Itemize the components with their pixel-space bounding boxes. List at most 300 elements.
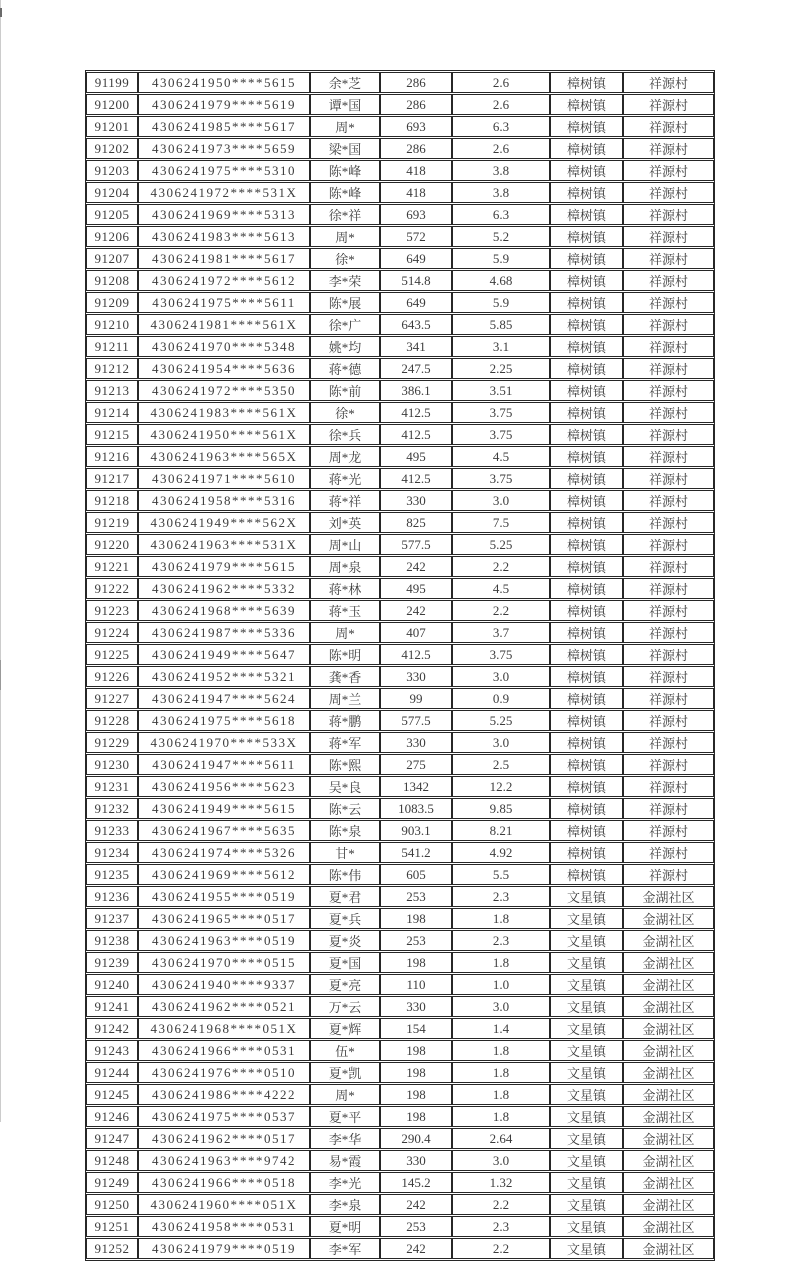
cell-amount: 386.1 — [380, 380, 452, 401]
cell-id-number: 4306241968****5639 — [138, 600, 310, 621]
cell-village: 祥源村 — [623, 534, 714, 555]
table-row — [86, 974, 714, 995]
cell-town: 樟树镇 — [550, 248, 623, 269]
cell-id-number: 4306241975****5618 — [138, 710, 310, 731]
cell-serial-number: 91248 — [86, 1150, 138, 1171]
cell-rate: 5.2 — [452, 226, 550, 247]
cell-name: 陈*峰 — [310, 182, 380, 203]
table-row — [86, 578, 714, 599]
cell-amount: 341 — [380, 336, 452, 357]
cell-village: 金湖社区 — [623, 952, 714, 973]
cell-serial-number: 91229 — [86, 732, 138, 753]
cell-name: 余*芝 — [310, 72, 380, 93]
cell-village: 祥源村 — [623, 842, 714, 863]
cell-village: 祥源村 — [623, 710, 714, 731]
cell-serial-number: 91247 — [86, 1128, 138, 1149]
cell-village: 祥源村 — [623, 138, 714, 159]
cell-town: 樟树镇 — [550, 512, 623, 533]
table-row — [86, 1040, 714, 1061]
cell-amount: 577.5 — [380, 710, 452, 731]
cell-town: 樟树镇 — [550, 72, 623, 93]
cell-amount: 649 — [380, 292, 452, 313]
cell-name: 周*山 — [310, 534, 380, 555]
cell-name: 徐*祥 — [310, 204, 380, 225]
cell-town: 樟树镇 — [550, 94, 623, 115]
cell-name: 周*龙 — [310, 446, 380, 467]
cell-id-number: 4306241985****5617 — [138, 116, 310, 137]
cell-id-number: 4306241970****5348 — [138, 336, 310, 357]
cell-amount: 330 — [380, 666, 452, 687]
cell-town: 文星镇 — [550, 1216, 623, 1237]
cell-serial-number: 91235 — [86, 864, 138, 885]
table-row — [86, 1106, 714, 1127]
cell-amount: 198 — [380, 1084, 452, 1105]
table-row — [86, 776, 714, 797]
cell-id-number: 4306241971****5610 — [138, 468, 310, 489]
table-row — [86, 842, 714, 863]
cell-village: 金湖社区 — [623, 1084, 714, 1105]
cell-serial-number: 91209 — [86, 292, 138, 313]
cell-amount: 577.5 — [380, 534, 452, 555]
cell-amount: 330 — [380, 490, 452, 511]
cell-name: 夏*国 — [310, 952, 380, 973]
cell-town: 文星镇 — [550, 1018, 623, 1039]
cell-name: 谭*国 — [310, 94, 380, 115]
cell-name: 周*泉 — [310, 556, 380, 577]
cell-town: 文星镇 — [550, 1194, 623, 1215]
cell-id-number: 4306241968****051X — [138, 1018, 310, 1039]
cell-rate: 5.85 — [452, 314, 550, 335]
cell-amount: 242 — [380, 1194, 452, 1215]
cell-amount: 407 — [380, 622, 452, 643]
cell-id-number: 4306241973****5659 — [138, 138, 310, 159]
cell-name: 李*泉 — [310, 1194, 380, 1215]
table-row — [86, 996, 714, 1017]
cell-rate: 2.3 — [452, 886, 550, 907]
table-row — [86, 226, 714, 247]
cell-name: 梁*国 — [310, 138, 380, 159]
cell-id-number: 4306241949****5647 — [138, 644, 310, 665]
cell-amount: 330 — [380, 996, 452, 1017]
cell-serial-number: 91250 — [86, 1194, 138, 1215]
cell-village: 金湖社区 — [623, 996, 714, 1017]
cell-name: 刘*英 — [310, 512, 380, 533]
cell-town: 樟树镇 — [550, 226, 623, 247]
cell-rate: 1.8 — [452, 908, 550, 929]
cell-town: 樟树镇 — [550, 138, 623, 159]
table-row — [86, 886, 714, 907]
cell-serial-number: 91252 — [86, 1238, 138, 1259]
cell-rate: 2.6 — [452, 138, 550, 159]
table-row — [86, 820, 714, 841]
cell-amount: 99 — [380, 688, 452, 709]
cell-name: 陈*伟 — [310, 864, 380, 885]
cell-amount: 247.5 — [380, 358, 452, 379]
cell-town: 樟树镇 — [550, 732, 623, 753]
cell-village: 金湖社区 — [623, 1216, 714, 1237]
cell-town: 樟树镇 — [550, 204, 623, 225]
cell-amount: 418 — [380, 182, 452, 203]
cell-town: 文星镇 — [550, 1062, 623, 1083]
table-row — [86, 424, 714, 445]
cell-rate: 4.68 — [452, 270, 550, 291]
cell-serial-number: 91222 — [86, 578, 138, 599]
cell-serial-number: 91238 — [86, 930, 138, 951]
cell-rate: 2.2 — [452, 1194, 550, 1215]
cell-village: 金湖社区 — [623, 1172, 714, 1193]
cell-rate: 3.75 — [452, 468, 550, 489]
cell-serial-number: 91225 — [86, 644, 138, 665]
cell-id-number: 4306241950****561X — [138, 424, 310, 445]
table-row — [86, 358, 714, 379]
table-row — [86, 94, 714, 115]
cell-id-number: 4306241966****0518 — [138, 1172, 310, 1193]
cell-rate: 1.32 — [452, 1172, 550, 1193]
cell-amount: 605 — [380, 864, 452, 885]
cell-amount: 412.5 — [380, 468, 452, 489]
cell-town: 文星镇 — [550, 1150, 623, 1171]
table-row — [86, 182, 714, 203]
cell-serial-number: 91224 — [86, 622, 138, 643]
cell-amount: 286 — [380, 138, 452, 159]
cell-village: 祥源村 — [623, 600, 714, 621]
cell-serial-number: 91240 — [86, 974, 138, 995]
cell-town: 樟树镇 — [550, 446, 623, 467]
cell-amount: 514.8 — [380, 270, 452, 291]
table-row — [86, 1084, 714, 1105]
cell-village: 祥源村 — [623, 358, 714, 379]
table-row — [86, 1238, 714, 1259]
cell-serial-number: 91228 — [86, 710, 138, 731]
cell-village: 金湖社区 — [623, 930, 714, 951]
cell-id-number: 4306241969****5612 — [138, 864, 310, 885]
cell-town: 樟树镇 — [550, 358, 623, 379]
cell-id-number: 4306241986****4222 — [138, 1084, 310, 1105]
table-row — [86, 248, 714, 269]
cell-name: 伍* — [310, 1040, 380, 1061]
cell-name: 李*军 — [310, 1238, 380, 1259]
cell-rate: 1.8 — [452, 1040, 550, 1061]
cell-rate: 5.9 — [452, 292, 550, 313]
cell-amount: 242 — [380, 600, 452, 621]
cell-village: 祥源村 — [623, 336, 714, 357]
cell-rate: 2.6 — [452, 94, 550, 115]
cell-rate: 5.5 — [452, 864, 550, 885]
cell-amount: 412.5 — [380, 424, 452, 445]
cell-rate: 1.8 — [452, 1084, 550, 1105]
cell-village: 金湖社区 — [623, 1106, 714, 1127]
cell-rate: 1.4 — [452, 1018, 550, 1039]
cell-serial-number: 91246 — [86, 1106, 138, 1127]
cell-serial-number: 91213 — [86, 380, 138, 401]
cell-town: 樟树镇 — [550, 534, 623, 555]
table-row — [86, 952, 714, 973]
table-row — [86, 732, 714, 753]
cell-village: 金湖社区 — [623, 886, 714, 907]
cell-village: 金湖社区 — [623, 1040, 714, 1061]
cell-rate: 4.92 — [452, 842, 550, 863]
cell-rate: 3.8 — [452, 182, 550, 203]
cell-id-number: 4306241972****531X — [138, 182, 310, 203]
cell-town: 樟树镇 — [550, 490, 623, 511]
cell-id-number: 4306241983****561X — [138, 402, 310, 423]
cell-town: 樟树镇 — [550, 798, 623, 819]
cell-serial-number: 91245 — [86, 1084, 138, 1105]
cell-rate: 3.7 — [452, 622, 550, 643]
cell-town: 文星镇 — [550, 952, 623, 973]
cell-serial-number: 91232 — [86, 798, 138, 819]
cell-rate: 2.25 — [452, 358, 550, 379]
cell-town: 樟树镇 — [550, 776, 623, 797]
cell-name: 龚*香 — [310, 666, 380, 687]
cell-rate: 7.5 — [452, 512, 550, 533]
cell-amount: 198 — [380, 1106, 452, 1127]
cell-name: 陈*熙 — [310, 754, 380, 775]
cell-town: 文星镇 — [550, 1128, 623, 1149]
cell-id-number: 4306241962****0521 — [138, 996, 310, 1017]
cell-name: 陈*前 — [310, 380, 380, 401]
cell-rate: 2.5 — [452, 754, 550, 775]
cell-rate: 3.0 — [452, 666, 550, 687]
cell-name: 徐*广 — [310, 314, 380, 335]
cell-id-number: 4306241949****5615 — [138, 798, 310, 819]
cell-amount: 145.2 — [380, 1172, 452, 1193]
cell-rate: 5.9 — [452, 248, 550, 269]
cell-amount: 330 — [380, 732, 452, 753]
cell-rate: 1.0 — [452, 974, 550, 995]
cell-id-number: 4306241970****533X — [138, 732, 310, 753]
cell-town: 樟树镇 — [550, 380, 623, 401]
cell-amount: 825 — [380, 512, 452, 533]
cell-village: 金湖社区 — [623, 1238, 714, 1259]
cell-name: 夏*明 — [310, 1216, 380, 1237]
table-row — [86, 688, 714, 709]
cell-town: 樟树镇 — [550, 666, 623, 687]
cell-village: 祥源村 — [623, 512, 714, 533]
cell-village: 祥源村 — [623, 798, 714, 819]
cell-id-number: 4306241972****5350 — [138, 380, 310, 401]
cell-serial-number: 91201 — [86, 116, 138, 137]
cell-amount: 198 — [380, 952, 452, 973]
cell-village: 祥源村 — [623, 204, 714, 225]
cell-name: 周* — [310, 116, 380, 137]
cell-town: 樟树镇 — [550, 182, 623, 203]
cell-id-number: 4306241967****5635 — [138, 820, 310, 841]
cell-serial-number: 91223 — [86, 600, 138, 621]
cell-town: 樟树镇 — [550, 622, 623, 643]
cell-town: 文星镇 — [550, 908, 623, 929]
cell-rate: 4.5 — [452, 578, 550, 599]
table-row — [86, 622, 714, 643]
cell-name: 蒋*军 — [310, 732, 380, 753]
cell-town: 文星镇 — [550, 1040, 623, 1061]
cell-serial-number: 91251 — [86, 1216, 138, 1237]
cell-rate: 1.8 — [452, 1106, 550, 1127]
cell-id-number: 4306241963****565X — [138, 446, 310, 467]
table-row — [86, 292, 714, 313]
table-row — [86, 798, 714, 819]
table-row — [86, 930, 714, 951]
cell-village: 金湖社区 — [623, 1018, 714, 1039]
cell-id-number: 4306241958****0531 — [138, 1216, 310, 1237]
cell-serial-number: 91220 — [86, 534, 138, 555]
cell-amount: 154 — [380, 1018, 452, 1039]
cell-village: 祥源村 — [623, 380, 714, 401]
cell-amount: 649 — [380, 248, 452, 269]
cell-village: 祥源村 — [623, 644, 714, 665]
cell-village: 祥源村 — [623, 160, 714, 181]
cell-name: 夏*君 — [310, 886, 380, 907]
cell-id-number: 4306241975****5611 — [138, 292, 310, 313]
cell-id-number: 4306241940****9337 — [138, 974, 310, 995]
cell-rate: 2.3 — [452, 930, 550, 951]
cell-village: 祥源村 — [623, 116, 714, 137]
cell-id-number: 4306241972****5612 — [138, 270, 310, 291]
cell-town: 樟树镇 — [550, 820, 623, 841]
page-edge-scan-line — [0, 0, 1, 1122]
table-row — [86, 534, 714, 555]
cell-id-number: 4306241954****5636 — [138, 358, 310, 379]
cell-rate: 3.0 — [452, 732, 550, 753]
cell-id-number: 4306241950****5615 — [138, 72, 310, 93]
cell-name: 陈*展 — [310, 292, 380, 313]
cell-id-number: 4306241947****5611 — [138, 754, 310, 775]
cell-serial-number: 91202 — [86, 138, 138, 159]
cell-rate: 0.9 — [452, 688, 550, 709]
cell-amount: 903.1 — [380, 820, 452, 841]
cell-town: 樟树镇 — [550, 468, 623, 489]
cell-id-number: 4306241962****0517 — [138, 1128, 310, 1149]
table-row — [86, 1150, 714, 1171]
table-row — [86, 754, 714, 775]
cell-village: 祥源村 — [623, 622, 714, 643]
table-row — [86, 1216, 714, 1237]
cell-id-number: 4306241979****0519 — [138, 1238, 310, 1259]
cell-rate: 3.0 — [452, 1150, 550, 1171]
cell-village: 祥源村 — [623, 864, 714, 885]
cell-name: 夏*凯 — [310, 1062, 380, 1083]
cell-rate: 3.51 — [452, 380, 550, 401]
cell-name: 蒋*祥 — [310, 490, 380, 511]
table-row — [86, 402, 714, 423]
cell-name: 徐* — [310, 402, 380, 423]
cell-serial-number: 91200 — [86, 94, 138, 115]
cell-town: 文星镇 — [550, 1106, 623, 1127]
cell-serial-number: 91199 — [86, 72, 138, 93]
cell-id-number: 4306241981****5617 — [138, 248, 310, 269]
cell-name: 周* — [310, 622, 380, 643]
cell-name: 李*荣 — [310, 270, 380, 291]
cell-name: 夏*平 — [310, 1106, 380, 1127]
table-row — [86, 1172, 714, 1193]
cell-amount: 495 — [380, 578, 452, 599]
cell-amount: 418 — [380, 160, 452, 181]
cell-town: 樟树镇 — [550, 424, 623, 445]
cell-rate: 2.2 — [452, 556, 550, 577]
cell-town: 文星镇 — [550, 974, 623, 995]
cell-id-number: 4306241949****562X — [138, 512, 310, 533]
cell-amount: 412.5 — [380, 644, 452, 665]
cell-id-number: 4306241963****9742 — [138, 1150, 310, 1171]
cell-serial-number: 91210 — [86, 314, 138, 335]
cell-amount: 198 — [380, 1040, 452, 1061]
cell-serial-number: 91217 — [86, 468, 138, 489]
cell-amount: 198 — [380, 1062, 452, 1083]
cell-rate: 12.2 — [452, 776, 550, 797]
cell-serial-number: 91237 — [86, 908, 138, 929]
cell-village: 祥源村 — [623, 578, 714, 599]
cell-rate: 2.6 — [452, 72, 550, 93]
cell-serial-number: 91234 — [86, 842, 138, 863]
cell-rate: 3.1 — [452, 336, 550, 357]
cell-serial-number: 91241 — [86, 996, 138, 1017]
cell-id-number: 4306241974****5326 — [138, 842, 310, 863]
cell-serial-number: 91204 — [86, 182, 138, 203]
cell-rate: 2.3 — [452, 1216, 550, 1237]
cell-town: 樟树镇 — [550, 710, 623, 731]
cell-serial-number: 91208 — [86, 270, 138, 291]
table-row — [86, 490, 714, 511]
cell-town: 樟树镇 — [550, 754, 623, 775]
cell-amount: 643.5 — [380, 314, 452, 335]
cell-id-number: 4306241958****5316 — [138, 490, 310, 511]
cell-serial-number: 91231 — [86, 776, 138, 797]
cell-village: 祥源村 — [623, 732, 714, 753]
cell-serial-number: 91214 — [86, 402, 138, 423]
cell-village: 祥源村 — [623, 94, 714, 115]
cell-id-number: 4306241965****0517 — [138, 908, 310, 929]
table-row — [86, 1128, 714, 1149]
table-row — [86, 666, 714, 687]
cell-village: 祥源村 — [623, 402, 714, 423]
cell-village: 祥源村 — [623, 666, 714, 687]
table-row — [86, 512, 714, 533]
scan-artifact-top-left — [0, 8, 2, 17]
cell-serial-number: 91227 — [86, 688, 138, 709]
cell-amount: 198 — [380, 908, 452, 929]
cell-name: 蒋*林 — [310, 578, 380, 599]
cell-amount: 110 — [380, 974, 452, 995]
cell-serial-number: 91203 — [86, 160, 138, 181]
scan-artifact-mid-left — [0, 660, 1, 690]
cell-rate: 8.21 — [452, 820, 550, 841]
cell-village: 金湖社区 — [623, 1150, 714, 1171]
cell-amount: 242 — [380, 556, 452, 577]
cell-id-number: 4306241962****5332 — [138, 578, 310, 599]
cell-serial-number: 91218 — [86, 490, 138, 511]
cell-amount: 290.4 — [380, 1128, 452, 1149]
cell-village: 祥源村 — [623, 424, 714, 445]
cell-amount: 253 — [380, 886, 452, 907]
cell-id-number: 4306241969****5313 — [138, 204, 310, 225]
cell-name: 蒋*鹏 — [310, 710, 380, 731]
cell-village: 祥源村 — [623, 688, 714, 709]
cell-town: 樟树镇 — [550, 292, 623, 313]
cell-id-number: 4306241987****5336 — [138, 622, 310, 643]
cell-town: 文星镇 — [550, 1084, 623, 1105]
cell-serial-number: 91207 — [86, 248, 138, 269]
table-row — [86, 600, 714, 621]
cell-serial-number: 91205 — [86, 204, 138, 225]
cell-amount: 242 — [380, 1238, 452, 1259]
table-row — [86, 116, 714, 137]
table-row — [86, 710, 714, 731]
cell-name: 李*光 — [310, 1172, 380, 1193]
cell-serial-number: 91215 — [86, 424, 138, 445]
cell-village: 祥源村 — [623, 292, 714, 313]
cell-town: 樟树镇 — [550, 842, 623, 863]
cell-id-number: 4306241960****051X — [138, 1194, 310, 1215]
